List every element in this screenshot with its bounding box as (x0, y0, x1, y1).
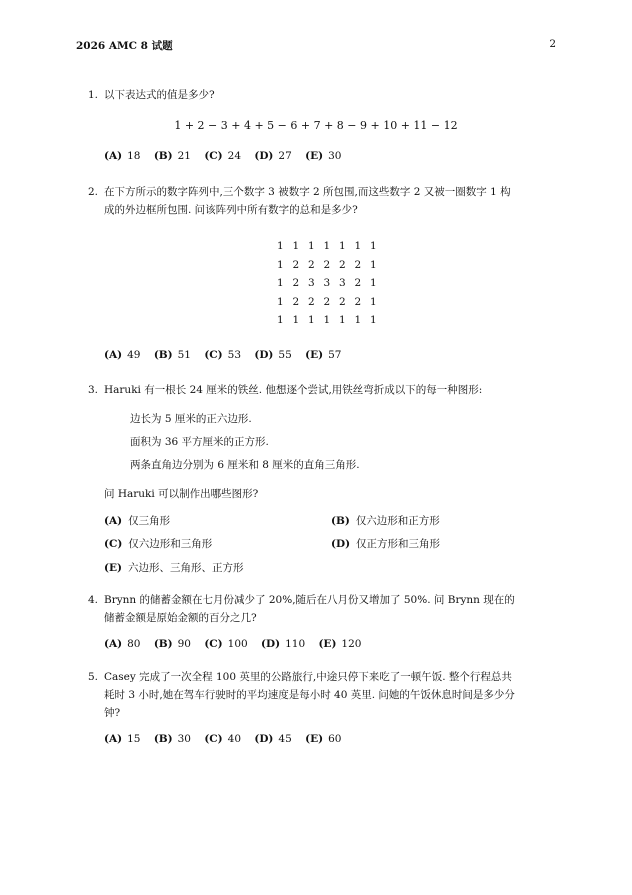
choice-a: (A) 80 (104, 638, 141, 650)
question-text-line-1: Casey 完成了一次全程 100 英里的公路旅行,中途只停下来吃了一顿午饭. 整个行程总共 (104, 671, 512, 683)
array-cell: 2 (339, 258, 346, 271)
choice-c: (C) 100 (204, 638, 248, 650)
choice-d: (D) 仅正方形和三角形 (331, 538, 441, 550)
array-cell: 1 (277, 258, 284, 271)
choice-d: (D) 45 (254, 733, 292, 745)
choice-e: (E) 120 (318, 638, 362, 650)
choice-d: (D) 110 (261, 638, 306, 650)
array-cell: 3 (339, 277, 346, 289)
array-cell: 1 (292, 314, 300, 326)
question-text: 以下表达式的值是多少? (104, 89, 215, 101)
question-text: Haruki 有一根长 24 厘米的铁丝. 他想逐个尝试,用铁丝弯折成以下的每一种图形: (104, 384, 483, 396)
question-text-line-2: 耗时 3 小时,她在驾车行驶时的平均速度是每小时 40 英里. 问她的午饭休息时间是多少分 (104, 689, 515, 701)
choice-c: (C) 仅六边形和三角形 (104, 538, 213, 550)
array-cell: 2 (354, 277, 362, 289)
array-cell: 2 (292, 277, 300, 289)
array-cell: 1 (370, 295, 377, 308)
choice-e: (E) 57 (305, 349, 342, 361)
array-cell: 1 (370, 240, 377, 252)
header-title: 2026 AMC 8 试题 (76, 40, 173, 52)
array-row (277, 259, 386, 278)
array-row (277, 277, 386, 296)
shape-item-3: 两条直角边分别为 6 厘米和 8 厘米的直角三角形. (130, 459, 360, 471)
array-cell: 1 (292, 240, 300, 252)
question-4 (88, 591, 558, 627)
q1-formula: 1 + 2 − 3 + 4 + 5 − 6 + 7 + 8 − 9 + 10 + 11 − 12 (174, 119, 458, 132)
array-row (277, 296, 386, 315)
array-cell: 1 (308, 240, 315, 252)
array-cell: 2 (354, 258, 362, 271)
choice-b: (B) 21 (153, 150, 191, 162)
array-row (277, 314, 386, 333)
q1-choices (104, 150, 351, 162)
choice-a: (A) 仅三角形 (104, 515, 171, 527)
array-cell: 1 (370, 258, 377, 271)
array-cell: 2 (323, 295, 331, 308)
array-cell: 1 (339, 314, 346, 326)
q3-question: 问 Haruki 可以制作出哪些图形? (104, 488, 259, 500)
array-cell: 1 (277, 314, 284, 326)
array-cell: 2 (339, 295, 346, 308)
array-cell: 3 (308, 277, 315, 289)
choice-a: (A) 15 (104, 733, 141, 745)
question-5 (88, 668, 558, 722)
choice-a: (A) 18 (104, 150, 141, 162)
question-number: 4. (88, 594, 99, 606)
array-cell: 2 (323, 258, 331, 271)
number-array (277, 240, 386, 333)
page-header (76, 38, 556, 54)
choice-d: (D) 55 (254, 349, 292, 361)
q4-choices (104, 638, 371, 650)
array-cell: 1 (370, 314, 377, 326)
array-cell: 1 (370, 277, 377, 289)
question-text-line-2: 成的外边框所包围. 问该阵列中所有数字的总和是多少? (104, 204, 358, 216)
choice-e: (E) 30 (305, 150, 342, 162)
array-cell: 1 (339, 240, 346, 252)
question-1 (88, 86, 558, 104)
array-cell: 1 (277, 295, 284, 308)
array-cell: 1 (354, 314, 362, 326)
array-cell: 2 (354, 295, 362, 308)
array-cell: 2 (308, 295, 315, 308)
choice-c: (C) 53 (204, 349, 242, 361)
question-number: 2. (88, 186, 99, 198)
q5-choices (104, 733, 351, 745)
choice-e: (E) 六边形、三角形、正方形 (104, 562, 244, 574)
shape-item-2: 面积为 36 平方厘米的正方形. (130, 436, 269, 448)
choice-c: (C) 24 (204, 150, 242, 162)
question-text-line-3: 钟? (104, 707, 121, 719)
question-2 (88, 183, 558, 219)
choice-e: (E) 60 (305, 733, 342, 745)
question-number: 3. (88, 384, 99, 396)
choice-b: (B) 90 (153, 638, 191, 650)
array-row (277, 240, 386, 259)
array-cell: 1 (308, 314, 315, 326)
array-cell: 1 (354, 240, 362, 252)
question-text-line-1: 在下方所示的数字阵列中,三个数字 3 被数字 2 所包围,而这些数字 2 又被一圈数字 1 构 (104, 186, 511, 198)
q2-choices (104, 349, 351, 361)
array-cell: 2 (308, 258, 315, 271)
choice-b: (B) 仅六边形和正方形 (331, 515, 440, 527)
question-3 (88, 381, 558, 399)
page-number: 2 (549, 38, 556, 50)
question-number: 1. (88, 89, 99, 101)
array-cell: 1 (323, 314, 331, 326)
array-cell: 1 (277, 277, 284, 289)
choice-b: (B) 30 (153, 733, 191, 745)
question-number: 5. (88, 671, 99, 683)
choice-c: (C) 40 (204, 733, 242, 745)
choice-d: (D) 27 (254, 150, 292, 162)
question-text-line-1: Brynn 的储蓄金额在七月份减少了 20%,随后在八月份又增加了 50%. 问 Brynn 现在的 (104, 594, 515, 606)
shape-item-1: 边长为 5 厘米的正六边形. (130, 413, 252, 425)
question-text-line-2: 储蓄金额是原始金额的百分之几? (104, 612, 257, 624)
choice-b: (B) 51 (153, 349, 191, 361)
array-cell: 3 (323, 277, 331, 289)
choice-a: (A) 49 (104, 349, 141, 361)
array-cell: 2 (292, 295, 300, 308)
array-cell: 2 (292, 258, 300, 271)
array-cell: 1 (323, 240, 331, 252)
array-cell: 1 (277, 240, 284, 252)
